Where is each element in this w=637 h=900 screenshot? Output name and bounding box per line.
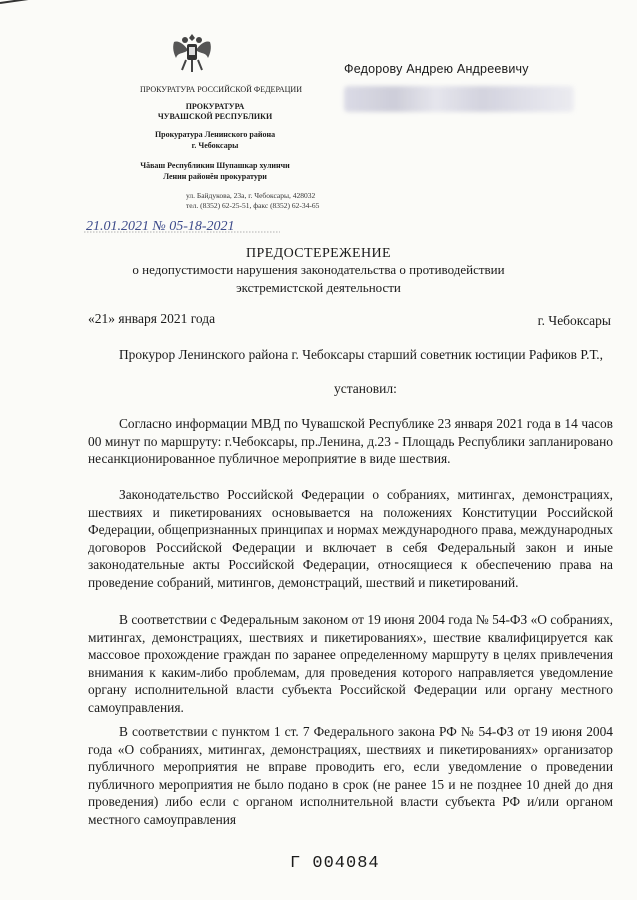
document-subtitle-line-1: о недопустимости нарушения законодательства о противодействии: [132, 262, 505, 277]
corner-mark: [0, 0, 30, 4]
paragraph-1: Согласно информации МВД по Чувашской Республике 23 января 2021 года в 14 часов 00 минут по маршруту: г.Чебоксары, пр.Ленина, д.23 - Площадь Республики запланировано несанкционированное публичное мероприятие в виде шествия.: [88, 416, 613, 467]
handwritten-reference-text: 21.01.2021 № 05-18-2021: [86, 219, 235, 234]
coat-of-arms-emblem: [168, 28, 216, 76]
document-city: г. Чебоксары: [537, 313, 611, 328]
org-region-line-2: ЧУВАШСКОЙ РЕСПУБЛИКИ: [157, 112, 273, 121]
org-address: [186, 191, 336, 211]
document-title: ПРЕДОСТЕРЕЖЕНИЕ: [246, 246, 391, 261]
org-region-line-1: ПРОКУРАТУРА: [185, 102, 245, 111]
chuvash-name-line-2: Ленин районĕн прокуратури: [163, 172, 267, 181]
paragraph-3: В соответствии с Федеральным законом от 19 июня 2004 года № 54-ФЗ «О собраниях, митингах, демонстрациях, шествиях и пикетированиях», шествие квалифицируется как массовое прохождение граждан по заранее определенному маршруту в целях привлечения внимания к каким-либо проблемам, для проведения которого направляется уведомление органу исполнительной власти субъекта Российской Федерации или органу местного самоуправления.: [88, 612, 613, 715]
org-district-line-2: г. Чебоксары: [191, 141, 239, 150]
chuvash-name-line-1: Чăваш Республикин Шупашкар хулинчи: [140, 161, 290, 170]
established-word: установил:: [334, 381, 397, 396]
address-line-1: ул. Байдукова, 23а, г. Чебоксары, 428032: [186, 191, 316, 200]
org-district-line-1: Прокуратура Ленинского района: [154, 130, 276, 139]
intro-paragraph: Прокурор Ленинского района г. Чебоксары старший советник юстиции Рафиков Р.Т.,: [119, 347, 603, 362]
document-subtitle-line-2: экстремистской деятельности: [236, 280, 401, 295]
form-serial-number: Г 004084: [290, 854, 380, 873]
paragraph-4: В соответствии с пунктом 1 ст. 7 Федерального закона РФ № 54-ФЗ от 19 июня 2004 года «О собраниях, митингах, демонстрациях, шествиях и пикетированиях» организатор публичного мероприятия не вправе проводить его, если уведомление о проведении публичного мероприятия не было подано в срок (не ранее 15 и не позднее 10 дней до дня проведения) либо если с органом исполнительной власти субъекта РФ и/или органом местного самоуправления: [88, 724, 613, 827]
recipient-name: Федорову Андрею Андреевичу: [344, 62, 529, 76]
org-top: ПРОКУРАТУРА РОССИЙСКОЙ ФЕДЕРАЦИИ: [140, 85, 302, 94]
document-date: «21» января 2021 года: [88, 311, 216, 326]
paragraph-2: Законодательство Российской Федерации о собраниях, митингах, демонстрациях, шествиях и пикетированиях основывается на положениях Конституции Российской Федерации, общепризнанных принципах и нормах международного права, международных договоров Российской Федерации и включает в себя Федеральный закон и иные законодательные акты Российской Федерации, относящиеся к обеспечению права на проведение собраний, митингов, демонстраций, шествий и пикетирований.: [88, 487, 613, 590]
handwritten-reference: [84, 216, 284, 234]
address-line-2: тел. (8352) 62-25-51, факс (8352) 62-34-65: [186, 201, 320, 210]
redacted-address-blur: [344, 86, 574, 112]
